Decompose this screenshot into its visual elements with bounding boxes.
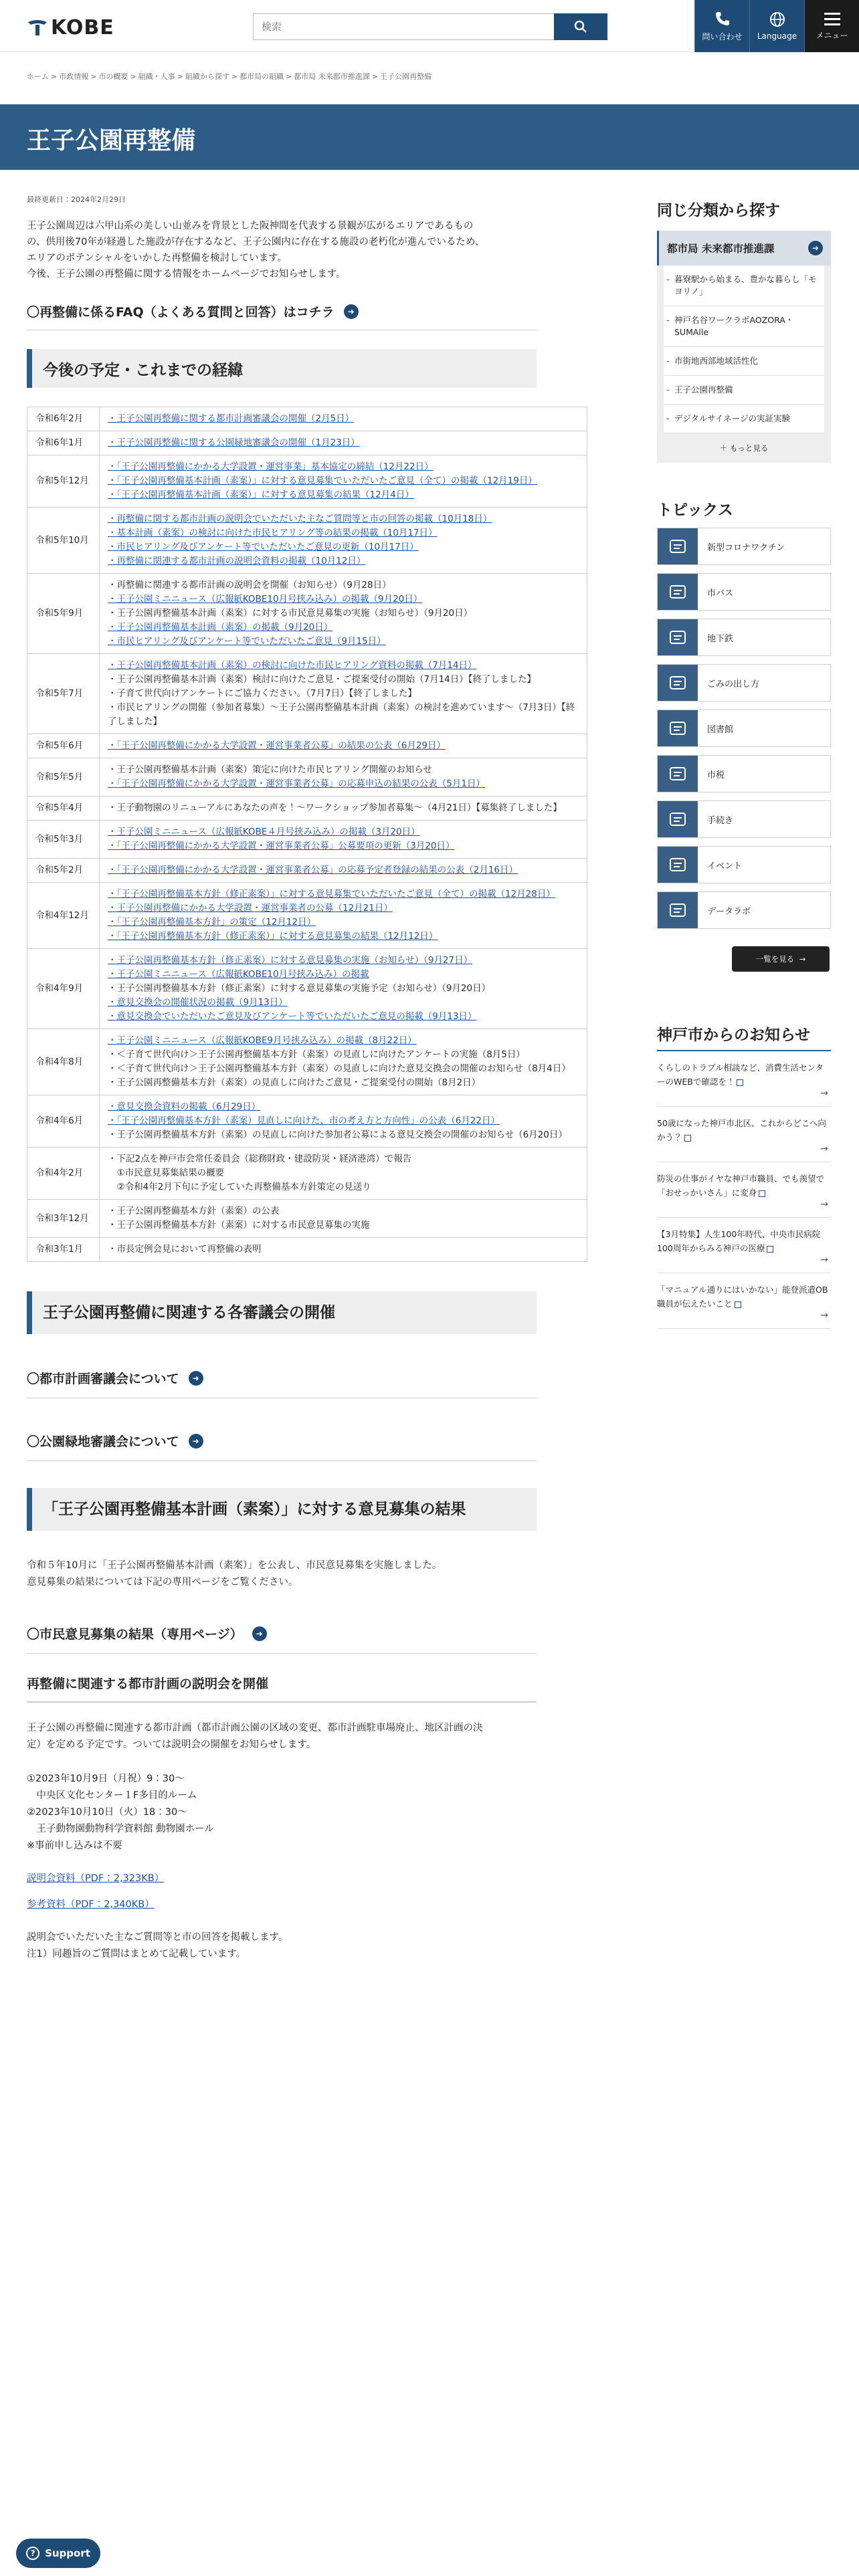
briefing-files: [27, 1870, 587, 1913]
schedule-date: 令和5年2月: [27, 859, 100, 883]
schedule-link[interactable]: ・再整備に関連する都市計画の説明会資料の掲載（10月12日）: [108, 556, 366, 566]
schedule-text: ①市民意見募集結果の概要: [108, 1168, 225, 1178]
schedule-date: 令和5年5月: [27, 758, 100, 796]
schedule-text: ・市長定例会見において再整備の表明: [108, 1244, 262, 1255]
schedule-date: 令和6年2月: [27, 407, 100, 431]
bus-icon: [658, 574, 698, 610]
category-item[interactable]: - 市街地西部地域活性化: [664, 347, 824, 376]
schedule-date: 令和4年6月: [27, 1095, 100, 1148]
page-title-banner: [0, 104, 859, 170]
news-section: [657, 1023, 831, 1329]
site-header: [0, 0, 859, 52]
schedule-row: [27, 431, 587, 455]
topic-item[interactable]: [657, 619, 831, 656]
schedule-date: 令和4年9月: [27, 949, 100, 1029]
schedule-link[interactable]: ・「王子公園再整備基本計画（素案）」に対する意見募集の結果（12月4日）: [108, 490, 414, 500]
breadcrumb-item[interactable]: 組織・人事: [138, 72, 175, 81]
view-all-button[interactable]: [732, 946, 830, 972]
breadcrumb-item: 王子公園再整備: [380, 72, 432, 81]
schedule-link[interactable]: ・意見交換会資料の掲載（6月29日）: [108, 1101, 261, 1112]
schedule-date: 令和6年1月: [27, 431, 100, 455]
topic-item[interactable]: [657, 664, 831, 702]
schedule-date: 令和5年6月: [27, 734, 100, 758]
intro-line: 今後、王子公園の再整備に関する情報をホームページでお知らせします。: [27, 269, 346, 280]
schedule-date: 令和3年12月: [27, 1200, 100, 1238]
arrow-right-icon: →: [820, 1255, 828, 1265]
schedule-row: [27, 1148, 587, 1200]
news-item[interactable]: [657, 1162, 831, 1218]
schedule-items: [100, 821, 587, 859]
breadcrumb-separator: >: [371, 72, 379, 81]
kobe-logo[interactable]: [27, 16, 114, 39]
schedule-items: [100, 574, 587, 654]
schedule-date: 令和4年8月: [27, 1029, 100, 1095]
briefing-line: 定）を定める予定です。ついては説明会の開催をお知らせします。: [27, 1739, 316, 1750]
schedule-date: 令和5年7月: [27, 654, 100, 734]
breadcrumb-item[interactable]: 都市局 未来都市推進課: [294, 72, 370, 81]
schedule-items: [100, 1148, 587, 1200]
category-list: [664, 265, 824, 433]
breadcrumb-item[interactable]: 都市局の組織: [240, 72, 284, 81]
more-button[interactable]: [657, 433, 831, 463]
schedule-link[interactable]: ・再整備に関する都市計画の説明会でいただいた主なご質問等と市の回答の掲載（10月18日）: [108, 514, 492, 524]
last-updated: 最終更新日：2024年2月29日: [27, 195, 126, 204]
schedule-text: ・王子公園再整備基本方針（素案）の見直しに向けた参加者公募による意見交換会の開催のお知らせ（6月20日）: [108, 1130, 567, 1140]
breadcrumb: [27, 71, 432, 82]
schedule-date: 令和4年12月: [27, 883, 100, 949]
schedule-items: [100, 431, 587, 455]
schedule-items: [100, 1238, 587, 1262]
schedule-date: 令和5年9月: [27, 574, 100, 654]
kobe-mark-icon: [27, 19, 48, 37]
topic-label: 市バス: [707, 588, 734, 599]
schedule-text: ・王子動物園のリニューアルにあなたの声を！～ワークショップ参加者募集～（4月21日）【募集終了しました】: [108, 802, 562, 813]
chart-icon: [658, 892, 698, 928]
schedule-link[interactable]: ・王子公園再整備基本方針（修正素案）に対する意見募集の実施（お知らせ）（9月27日）: [108, 955, 473, 966]
schedule-items: [100, 508, 587, 574]
external-link-icon: [759, 1190, 765, 1197]
schedule-row: [27, 407, 587, 431]
intro-line: の、供用後70年が経過した施設が存在するなど、王子公園内に存在する施設の老朽化が進んでいるため、: [27, 237, 485, 247]
schedule-items: [100, 455, 587, 508]
schedule-items: [100, 1029, 587, 1095]
category-item[interactable]: - デジタルサイネージの実証実験: [664, 405, 824, 433]
schedule-text: ・王子公園再整備基本計画（素案）策定に向けた市民ヒアリング開催のお知らせ: [108, 764, 432, 775]
arrow-right-icon: ➜: [344, 304, 359, 319]
topic-item[interactable]: [657, 891, 831, 929]
schedule-items: [100, 949, 587, 1029]
opinion-heading: 「王子公園再整備基本計画（素案）」に対する意見募集の結果: [27, 1488, 537, 1531]
briefing-tail-line: 注1）同趣旨のご質問はまとめて記載しています。: [27, 1949, 246, 1959]
external-link-icon: [735, 1301, 741, 1308]
menu-button[interactable]: [804, 0, 859, 52]
schedule-row: [27, 1095, 587, 1148]
briefing-schedule-line: ②2023年10月10日（火）18：30～: [27, 1807, 187, 1818]
topics-heading: トピックス: [657, 502, 733, 519]
breadcrumb-separator: >: [231, 72, 238, 81]
topics-list: [657, 528, 831, 929]
topic-item[interactable]: [657, 710, 831, 747]
schedule-items: [100, 883, 587, 949]
news-item[interactable]: [657, 1218, 831, 1273]
schedule-row: [27, 1029, 587, 1095]
topic-label: 手続き: [707, 815, 734, 826]
site-search: [253, 13, 607, 40]
category-item[interactable]: - 王子公園再整備: [664, 376, 824, 405]
library-icon: [658, 710, 698, 746]
briefing-text: [27, 1720, 587, 1753]
breadcrumb-item[interactable]: 市政情報: [59, 72, 89, 81]
language-label: Language: [757, 31, 797, 41]
schedule-items: [100, 859, 587, 883]
opinion-result-link[interactable]: [27, 1624, 537, 1654]
external-link-icon: [684, 1135, 691, 1142]
contact-button[interactable]: [694, 0, 749, 52]
schedule-row: [27, 455, 587, 508]
schedule-row: [27, 1238, 587, 1262]
intro-line: エリアのポテンシャルをいかした再整備を検討しています。: [27, 253, 287, 263]
council-heading: 王子公園再整備に関連する各審議会の開催: [27, 1291, 537, 1334]
reference-material-link[interactable]: 参考資料（PDF：2,340KB）: [27, 1899, 155, 1910]
schedule-text: ・王子公園再整備基本計画（素案）に対する市民意見募集の実施（お知らせ）（9月20日）: [108, 608, 473, 619]
topic-label: データラボ: [707, 906, 751, 917]
schedule-link[interactable]: ・王子公園再整備に関する公園緑地審議会の開催（1月23日）: [108, 437, 360, 448]
topic-item[interactable]: [657, 573, 831, 611]
topic-item[interactable]: [657, 755, 831, 792]
schedule-text: ・下記2点を神戸市会常任委員会（総務財政・建設防災・経済港湾）で報告: [108, 1154, 412, 1164]
schedule-text: ・王子公園再整備基本計画（素案）検討に向けたご意見・ご提案受付の開始（7月14日）【終了しました】: [108, 674, 537, 685]
briefing-schedule: [27, 1771, 587, 1854]
topic-item[interactable]: [657, 528, 831, 565]
breadcrumb-separator: >: [90, 72, 97, 81]
arrow-right-icon: →: [820, 1144, 828, 1154]
news-heading: 神戸市からのお知らせ: [657, 1023, 831, 1051]
schedule-link[interactable]: ・「王子公園再整備にかかる大学設置・運営事業者公募」公募要項の更新（3月20日）: [108, 841, 455, 851]
arrow-right-icon: →: [820, 1088, 828, 1099]
arrow-right-icon: →: [820, 1199, 828, 1210]
schedule-date: 令和5年4月: [27, 796, 100, 821]
breadcrumb-separator: >: [286, 72, 292, 81]
schedule-table: [27, 407, 587, 1262]
tax-icon: [658, 756, 698, 792]
breadcrumb-separator: >: [177, 72, 183, 81]
category-item[interactable]: - 暮寮駅から始まる、豊かな暮らし「モヨリノ」: [664, 265, 824, 306]
schedule-items: [100, 734, 587, 758]
intro-line: 王子公園周辺は六甲山系の美しい山並みを背景とした阪神間を代表する景観が広がるエリアであるもの: [27, 221, 474, 231]
breadcrumb-separator: >: [51, 72, 58, 81]
faq-link[interactable]: [27, 302, 537, 330]
topic-label: 市税: [707, 770, 725, 780]
city-planning-council-label: 〇都市計画審議会について: [27, 1372, 179, 1386]
subway-icon: [658, 619, 698, 655]
faq-label: 〇再整備に係るFAQ（よくある質問と回答）はコチラ: [27, 305, 335, 320]
news-list: [657, 1051, 831, 1329]
news-title: くらしのトラブル相談など、消費生活センターのWEBで確認を！: [657, 1063, 824, 1087]
schedule-link[interactable]: ・「王子公園再整備基本計画（素案）」に対する意見募集でいただいたご意見（全て）の掲載（12月19日）: [108, 475, 537, 486]
news-item[interactable]: [657, 1107, 831, 1162]
schedule-row: [27, 734, 587, 758]
schedule-link[interactable]: ・市民ヒアリング及びアンケート等でいただいたご意見（9月15日）: [108, 636, 386, 647]
city-planning-council-link[interactable]: [27, 1369, 537, 1398]
sidebar: [657, 198, 831, 1329]
arrow-right-icon: →: [820, 1310, 828, 1321]
schedule-link[interactable]: ・「王子公園再整備にかかる大学設置・運営事業者公募」の結果の公表（6月29日）: [108, 740, 446, 751]
schedule-text: ・市民ヒアリングの開催（参加者募集）～王子公園再整備基本計画（素案）の検討を進めています～（7月3日）【終了しました】: [108, 702, 575, 727]
schedule-link[interactable]: ・王子公園再整備に関する都市計画審議会の開催（2月5日）: [108, 413, 355, 424]
news-item[interactable]: [657, 1051, 831, 1107]
main-content: [27, 194, 587, 1963]
schedule-row: [27, 574, 587, 654]
phone-icon: [714, 11, 731, 27]
hamburger-icon: [824, 12, 840, 25]
topic-label: 新型コロナワクチン: [707, 542, 785, 553]
schedule-row: [27, 796, 587, 821]
briefing-schedule-line: 中央区文化センター１F多目的ルーム: [27, 1790, 197, 1801]
page-title: 王子公園再整備: [27, 127, 196, 154]
topic-label: ごみの出し方: [707, 679, 760, 689]
category-heading: 同じ分類から探す: [657, 202, 780, 219]
news-title: 防災の仕事がイヤな神戸市職員、でも羨望で「おせっかいさん」に変身: [657, 1174, 825, 1198]
briefing-heading: 再整備に関連する都市計画の説明会を開催: [27, 1674, 537, 1703]
news-title: 【3月特集】人生100年時代、中央市民病院100周年からみる神戸の医療: [657, 1229, 821, 1253]
document-icon: [658, 801, 698, 837]
park-council-label: 〇公園緑地審議会について: [27, 1434, 179, 1449]
schedule-text: ・子育て世代向けアンケートにご協力ください。（7月7日）【終了しました】: [108, 688, 417, 699]
schedule-text: ・＜子育て世代向け＞王子公園再整備基本方針（素案）の見直しに向けた意見交換会の開催のお知らせ（8月4日）: [108, 1063, 571, 1074]
schedule-items: [100, 407, 587, 431]
schedule-heading: 今後の予定・これまでの経緯: [27, 349, 537, 388]
search-icon: [574, 20, 587, 33]
topics-section: [657, 498, 831, 972]
schedule-date: 令和5年3月: [27, 821, 100, 859]
schedule-link[interactable]: ・「王子公園再整備基本方針（修正素案）」に対する意見募集の結果（12月12日）: [108, 931, 438, 942]
contact-label: 問い合わせ: [702, 31, 743, 41]
question-icon: ?: [26, 2547, 39, 2560]
schedule-link[interactable]: ・「王子公園再整備基本方針（修正素案）」に対する意見募集でいただいたご意見（全て）の掲載（12月28日）: [108, 889, 555, 899]
search-input[interactable]: [253, 13, 554, 40]
intro-text: [27, 218, 587, 282]
schedule-row: [27, 949, 587, 1029]
header-buttons: [694, 0, 859, 52]
breadcrumb-item[interactable]: 組織から探す: [185, 72, 229, 81]
schedule-row: [27, 859, 587, 883]
schedule-date: 令和3年1月: [27, 1238, 100, 1262]
topic-item[interactable]: [657, 800, 831, 838]
schedule-link[interactable]: ・意見交換会でいただいたご意見及びアンケート等でいただいたご意見の掲載（9月13日）: [108, 1011, 477, 1022]
schedule-link[interactable]: ・市民ヒアリング及びアンケート等でいただいたご意見の更新（10月17日）: [108, 542, 419, 552]
schedule-link[interactable]: ・「王子公園再整備基本方針（素案）見直しに向けた、市の考え方と方向性」の公表（6月22日）: [108, 1115, 500, 1126]
category-title: 都市局 未来都市推進課: [667, 243, 775, 255]
support-button[interactable]: [16, 2539, 100, 2568]
external-link-icon: [767, 1246, 773, 1253]
schedule-link[interactable]: ・王子公園ミニニュース（広報紙KOBE9月号挟み込み）の掲載（8月22日）: [108, 1035, 417, 1046]
briefing-material-link[interactable]: 説明会資料（PDF：2,323KB）: [27, 1873, 165, 1884]
topic-item[interactable]: [657, 846, 831, 883]
opinion-line: 意見募集の結果については下記の専用ページをご覧ください。: [27, 1577, 298, 1588]
schedule-row: [27, 821, 587, 859]
schedule-link[interactable]: ・王子公園ミニニュース（広報紙KOBE10月号挟み込み）の掲載（9月20日）: [108, 594, 423, 605]
arrow-right-icon: →: [799, 954, 806, 964]
arrow-right-icon: ➜: [252, 1626, 267, 1641]
schedule-link[interactable]: ・意見交換会の開催状況の掲載（9月13日）: [108, 997, 288, 1008]
more-label: もっと見る: [729, 443, 769, 453]
arrow-right-icon: ➜: [189, 1434, 203, 1448]
schedule-row: [27, 883, 587, 949]
schedule-link[interactable]: ・王子公園再整備基本計画（素案）の検討に向けた市民ヒアリング資料の掲載（7月14日）: [108, 660, 477, 671]
schedule-link[interactable]: ・王子公園再整備にかかる大学設置・運営事業者の公募（12月21日）: [108, 903, 393, 914]
opinion-text: [27, 1558, 587, 1591]
category-item[interactable]: - 神戸名谷ワークラボAOZORA・SUMAlle: [664, 306, 824, 347]
schedule-row: [27, 654, 587, 734]
schedule-row: [27, 1200, 587, 1238]
schedule-items: [100, 796, 587, 821]
language-button[interactable]: [749, 0, 804, 52]
schedule-link[interactable]: ・「王子公園再整備にかかる大学設置・運営事業」基本協定の締結（12月22日）: [108, 461, 434, 472]
briefing-schedule-line: ※事前申し込みは不要: [27, 1840, 122, 1851]
news-title: 50歳になった神戸市北区、これからどこへ向かう？: [657, 1118, 826, 1142]
opinion-result-label: 〇市民意見募集の結果（専用ページ）: [27, 1627, 243, 1642]
event-icon: [658, 847, 698, 883]
menu-label: メニュー: [816, 30, 848, 40]
schedule-date: 令和5年10月: [27, 508, 100, 574]
search-button[interactable]: [554, 13, 607, 40]
schedule-text: ・＜子育て世代向け＞王子公園再整備基本方針（素案）の見直しに向けたアンケートの実施（8月5日）: [108, 1049, 525, 1060]
schedule-link[interactable]: ・「王子公園再整備にかかる大学設置・運営事業者公募」の応募予定者登録の結果の公表（2月16日）: [108, 865, 518, 875]
schedule-link[interactable]: ・「王子公園再整備にかかる大学設置・運営事業者公募」の応募申込の結果の公表（5月1日）: [108, 778, 485, 789]
briefing-tail-line: 説明会でいただいた主なご質問等と市の回答を掲載します。: [27, 1932, 288, 1943]
schedule-items: [100, 654, 587, 734]
briefing-schedule-line: ①2023年10月9日（月祝）9：30～: [27, 1774, 185, 1784]
schedule-items: [100, 1200, 587, 1238]
schedule-date: 令和5年12月: [27, 455, 100, 508]
schedule-text: ②令和4年2月下旬に予定していた再整備基本方針策定の見送り: [108, 1182, 371, 1192]
briefing-schedule-line: 王子動物園動物科学資料館 動物園ホール: [27, 1824, 214, 1834]
category-box: [657, 231, 831, 463]
view-all-label: 一覧を見る: [755, 954, 795, 964]
schedule-date: 令和4年2月: [27, 1148, 100, 1200]
schedule-link[interactable]: ・「王子公園再整備基本方針」の策定（12月12日）: [108, 917, 316, 928]
briefing-tail: [27, 1929, 587, 1963]
news-title: 「マニュアル通りにはいかない」能登派遣OB職員が伝えたいこと: [657, 1285, 828, 1309]
topic-label: 地下鉄: [707, 633, 734, 644]
breadcrumb-item[interactable]: 市の概要: [98, 72, 128, 81]
breadcrumb-item[interactable]: ホーム: [27, 72, 49, 81]
external-link-icon: [737, 1079, 743, 1086]
trash-icon: [658, 665, 698, 701]
briefing-line: 王子公園の再整備に関連する都市計画（都市計画公園の区域の変更、都市計画駐車場廃止、地区計画の決: [27, 1723, 483, 1733]
support-label: Support: [45, 2547, 90, 2559]
plus-icon: ＋: [719, 443, 730, 453]
logo-text: KOBE: [51, 16, 114, 39]
news-item[interactable]: [657, 1273, 831, 1329]
opinion-line: 令和５年10月に「王子公園再整備基本計画（素案）」を公表し、市民意見募集を実施しました。: [27, 1560, 442, 1571]
schedule-items: [100, 1095, 587, 1148]
vaccine-icon: [658, 528, 698, 564]
breadcrumb-separator: >: [130, 72, 136, 81]
schedule-text: ・再整備に関連する都市計画の説明会を開催（お知らせ）（9月28日）: [108, 580, 391, 591]
topic-label: 図書館: [707, 724, 734, 735]
park-council-link[interactable]: [27, 1432, 537, 1461]
schedule-text: ・王子公園再整備基本方針（素案）に対する市民意見募集の実施: [108, 1220, 370, 1230]
schedule-link[interactable]: ・基本計画（素案）の検討に向けた市民ヒアリング等の結果の掲載（10月17日）: [108, 528, 438, 538]
schedule-text: ・王子公園再整備基本方針（素案）の見直しに向けたご意見・ご提案受付の開始（8月2日）: [108, 1077, 481, 1088]
schedule-text: ・王子公園再整備基本方針（素案）の公表: [108, 1206, 280, 1216]
category-title-link[interactable]: [657, 231, 831, 265]
schedule-link[interactable]: ・王子公園再整備基本計画（素案）の掲載（9月20日）: [108, 622, 333, 633]
globe-icon: [769, 11, 785, 27]
schedule-row: [27, 508, 587, 574]
schedule-items: [100, 758, 587, 796]
schedule-link[interactable]: ・王子公園ミニニュース（広報紙KOBE４月号挟み込み）の掲載（3月20日）: [108, 827, 420, 837]
arrow-right-icon: ➜: [808, 241, 823, 255]
schedule-text: ・王子公園再整備基本方針（修正素案）に対する意見募集の実施予定（お知らせ）（9月20日）: [108, 983, 491, 994]
topic-label: イベント: [707, 861, 743, 871]
schedule-row: [27, 758, 587, 796]
schedule-link[interactable]: ・王子公園ミニニュース（広報紙KOBE10月号挟み込み）の掲載: [108, 969, 369, 980]
arrow-right-icon: ➜: [189, 1371, 203, 1386]
